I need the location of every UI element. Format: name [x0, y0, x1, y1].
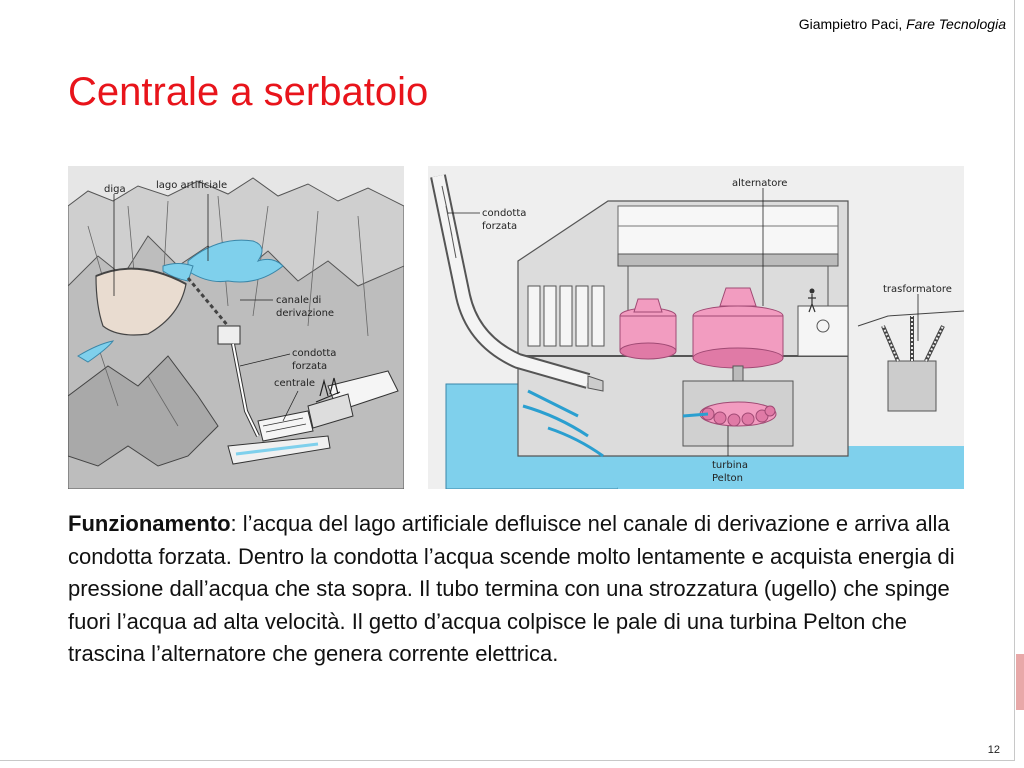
slide-title: Centrale a serbatoio	[68, 70, 429, 114]
description-paragraph	[68, 508, 988, 671]
dam-illustration	[68, 166, 404, 489]
label-diga: diga	[104, 184, 126, 195]
description-text: : l’acqua del lago artificiale defluisce nel canale di derivazione e arriva alla condotta forzata. Dentro la condotta l’acqua scende molto lentamente e acquista energia di pressione dall’acqua che sta sopra. Il tubo termina con una strozzatura (ugello) che spinge fuori l’acqua ad alta velocità. Il getto d’acqua colpisce le pale di una turbina Pelton che trascina l’alternatore che genera corrente elettrica.	[68, 511, 955, 666]
pelton-illustration	[428, 166, 964, 489]
description-lead: Funzionamento	[68, 511, 231, 536]
label-derivazione: derivazione	[276, 308, 335, 319]
label-forzata: forzata	[292, 361, 328, 372]
label-canale-di: canale di	[276, 295, 322, 306]
figure-pelton-section	[428, 166, 964, 489]
label-turbina: turbina	[712, 460, 748, 471]
figure-dam-diagram	[68, 166, 404, 489]
page-number: 12	[987, 744, 1000, 756]
edge-bar	[1016, 654, 1024, 710]
label-trasformatore: trasformatore	[883, 284, 952, 295]
label-pelton: Pelton	[712, 473, 743, 484]
label-forzata-2: forzata	[482, 221, 518, 232]
slide-header	[799, 16, 1006, 32]
label-condotta-2: condotta	[482, 208, 527, 219]
label-lago-artificiale: lago artificiale	[156, 180, 228, 191]
header-author: Giampietro Paci,	[798, 16, 903, 32]
label-centrale: centrale	[274, 378, 316, 389]
header-course: Fare Tecnologia	[906, 16, 1006, 32]
label-alternatore: alternatore	[732, 178, 788, 189]
label-condotta: condotta	[292, 348, 337, 359]
